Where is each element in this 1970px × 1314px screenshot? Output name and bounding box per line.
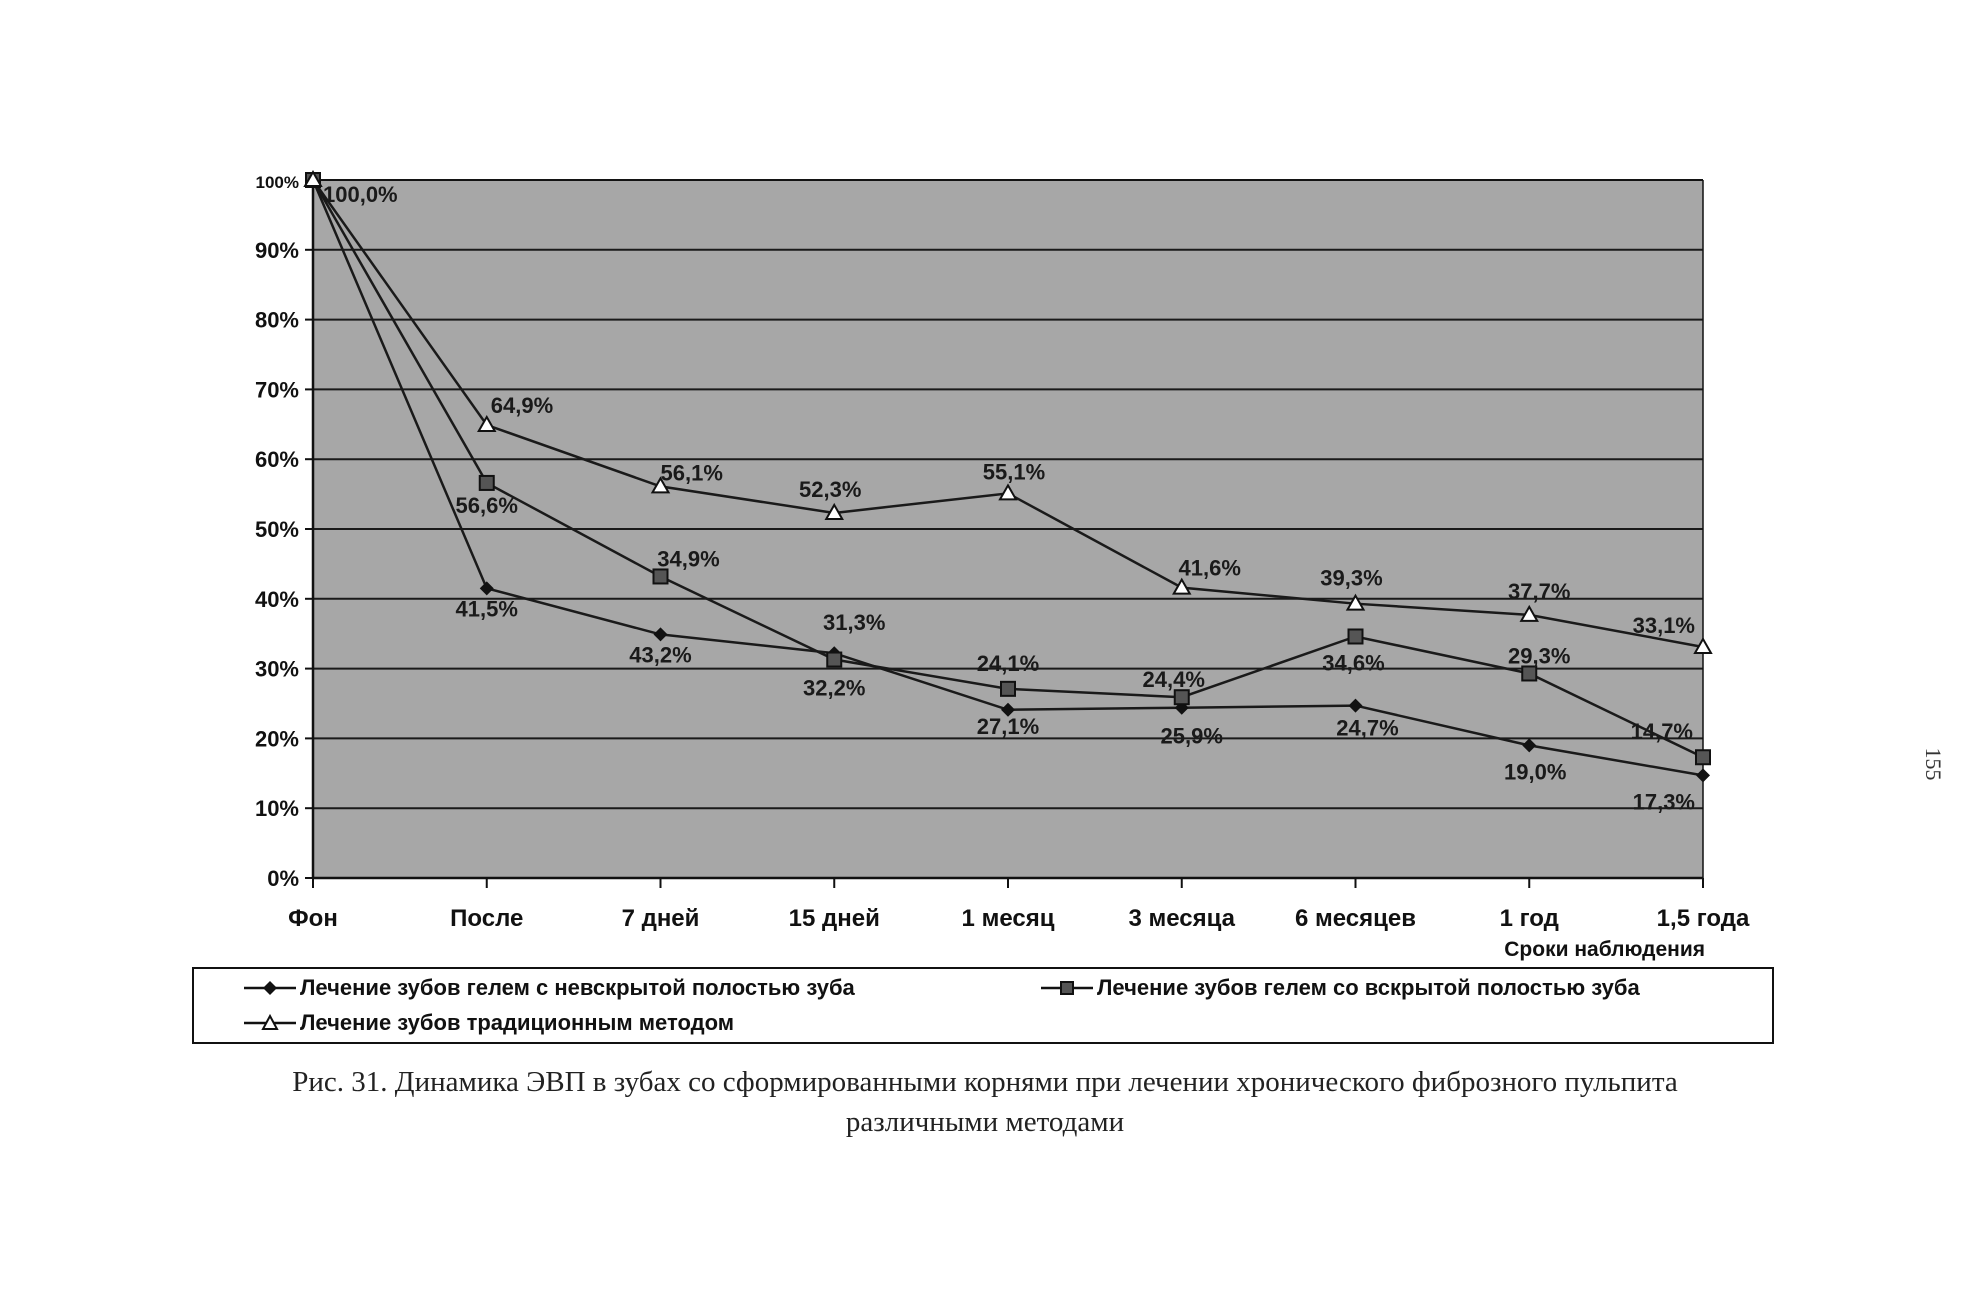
data-label: 24,7% bbox=[1336, 715, 1399, 741]
data-label: 29,3% bbox=[1508, 643, 1571, 669]
data-label: 25,9% bbox=[1160, 723, 1223, 749]
square-marker bbox=[1522, 666, 1536, 680]
x-tick-label: 6 месяцев bbox=[1294, 905, 1417, 932]
data-label: 31,3% bbox=[823, 610, 886, 636]
square-marker bbox=[1175, 690, 1189, 704]
y-tick-label: 10% bbox=[254, 796, 299, 822]
square-marker bbox=[654, 569, 668, 583]
x-axis-title: Сроки наблюдения bbox=[1504, 938, 1705, 961]
data-label: 33,1% bbox=[1632, 612, 1695, 638]
x-tick-label: После bbox=[450, 905, 524, 932]
square-marker bbox=[1696, 750, 1710, 764]
x-tick-label: Фон bbox=[288, 905, 338, 932]
data-label: 52,3% bbox=[799, 476, 862, 502]
legend-item-series-2 bbox=[1041, 975, 1640, 1001]
data-label: 43,2% bbox=[629, 642, 692, 668]
y-tick-label: 70% bbox=[254, 377, 299, 403]
data-label: 39,3% bbox=[1320, 565, 1383, 591]
square-marker bbox=[1349, 629, 1363, 643]
x-tick-label: 3 месяца bbox=[1128, 905, 1236, 932]
y-tick-label: 20% bbox=[254, 726, 299, 752]
caption-line-2: различными методами bbox=[845, 1106, 1125, 1138]
legend-label-series-3: Лечение зубов традиционным методом bbox=[300, 1010, 734, 1035]
square-marker bbox=[480, 476, 494, 490]
page-number: 155 bbox=[1921, 747, 1946, 781]
y-tick-label: 80% bbox=[254, 307, 299, 333]
caption-line-1: Рис. 31. Динамика ЭВП в зубах со сформированными корнями при лечении хронического фиброзного пульпита bbox=[292, 1066, 1678, 1098]
data-label: 41,6% bbox=[1178, 555, 1241, 581]
y-axis bbox=[255, 173, 313, 891]
legend bbox=[192, 967, 1774, 1044]
data-label: 41,5% bbox=[455, 596, 518, 622]
data-label: 37,7% bbox=[1508, 578, 1571, 604]
data-label: 14,7% bbox=[1630, 719, 1693, 745]
data-label: 34,9% bbox=[657, 546, 720, 572]
data-label: 100,0% bbox=[323, 182, 398, 207]
figure-caption bbox=[0, 1062, 1970, 1142]
x-tick-label: 15 дней bbox=[788, 905, 880, 932]
data-label: 55,1% bbox=[982, 459, 1046, 485]
data-label: 34,6% bbox=[1322, 650, 1385, 676]
data-label: 32,2% bbox=[803, 675, 866, 701]
data-label: 24,4% bbox=[1142, 667, 1205, 693]
square-marker bbox=[1001, 682, 1015, 696]
x-axis bbox=[288, 878, 1750, 932]
square-marker-icon bbox=[1041, 978, 1093, 998]
y-tick-label: 30% bbox=[254, 656, 299, 682]
y-tick-label: 40% bbox=[254, 586, 299, 612]
y-tick-label: 90% bbox=[254, 237, 299, 263]
legend-item-series-3 bbox=[244, 1010, 734, 1036]
data-label: 56,6% bbox=[455, 492, 518, 518]
data-label: 56,1% bbox=[660, 460, 723, 486]
x-tick-label: 1,5 года bbox=[1656, 905, 1750, 932]
diamond-marker-icon bbox=[244, 978, 296, 998]
y-tick-label: 60% bbox=[254, 447, 299, 473]
legend-item-series-1 bbox=[244, 975, 855, 1001]
square-marker bbox=[827, 653, 841, 667]
x-tick-label: 1 месяц bbox=[961, 905, 1055, 932]
x-tick-label: 1 год bbox=[1499, 905, 1559, 932]
data-label: 27,1% bbox=[976, 713, 1040, 739]
y-tick-label: 100% bbox=[255, 173, 299, 192]
data-label: 64,9% bbox=[490, 392, 554, 418]
data-label: 19,0% bbox=[1504, 759, 1567, 785]
triangle-marker-icon bbox=[244, 1013, 296, 1033]
y-tick-label: 50% bbox=[254, 517, 299, 542]
data-label: 24,1% bbox=[976, 650, 1040, 676]
legend-label-series-2: Лечение зубов гелем со вскрытой полостью зуба bbox=[1097, 975, 1640, 1000]
legend-label-series-1: Лечение зубов гелем с невскрытой полостью зуба bbox=[300, 975, 855, 1000]
y-tick-label: 0% bbox=[267, 866, 299, 891]
x-tick-label: 7 дней bbox=[621, 905, 700, 932]
data-label: 17,3% bbox=[1632, 789, 1695, 815]
